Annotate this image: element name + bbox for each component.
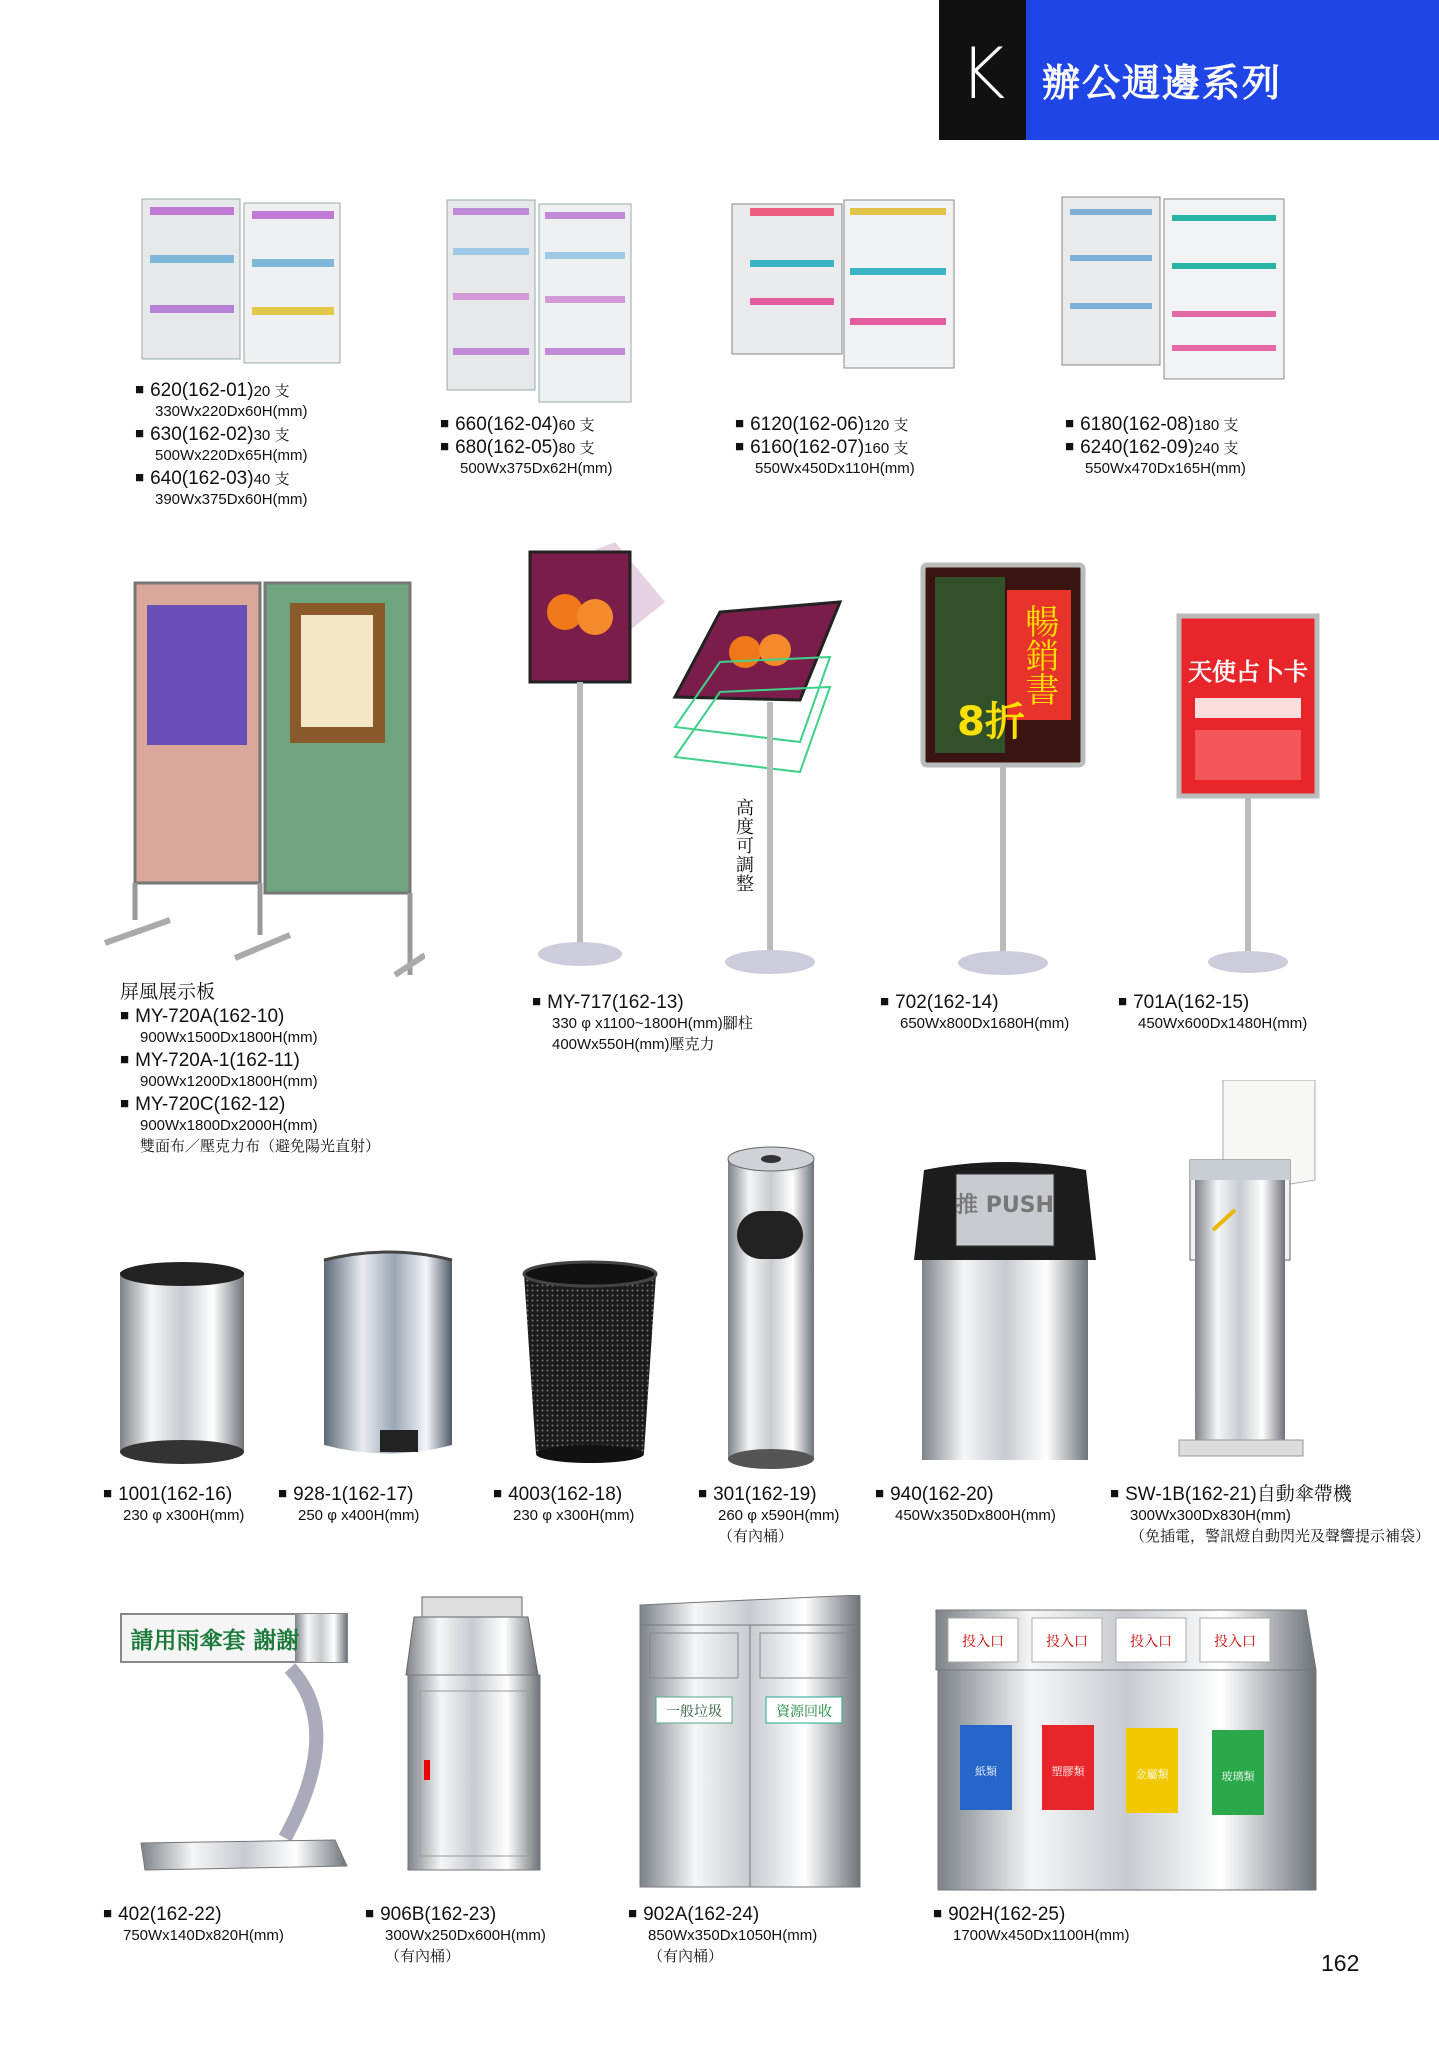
bullet-square-icon: ■ xyxy=(1110,1485,1120,1502)
product-spec: 390Wx375Dx60H(mm) xyxy=(155,491,308,508)
product-quantity: 120 支 xyxy=(864,417,909,434)
key-cabinet-caption-2 xyxy=(440,415,613,482)
general-waste-label: 一般垃圾 xyxy=(666,1704,722,1720)
product-spec: 1700Wx450Dx1100H(mm) xyxy=(953,1927,1130,1944)
sign-stand-702-photo xyxy=(915,555,1090,980)
product-code: 928-1(162-17) xyxy=(293,1484,414,1505)
product-note: （有內桶） xyxy=(648,1948,724,1965)
product-code: 640(162-03) xyxy=(150,468,254,489)
product-code: 301(162-19) xyxy=(713,1484,817,1505)
umbrella-sign-stand-photo xyxy=(115,1608,355,1873)
section-letter: K xyxy=(939,0,1026,140)
product-code-line xyxy=(120,1051,380,1070)
product-quantity: 80 支 xyxy=(558,440,595,457)
bullet-square-icon: ■ xyxy=(1065,438,1075,455)
push-label: 推 PUSH xyxy=(956,1193,1054,1218)
bullet-square-icon: ■ xyxy=(135,469,145,486)
bin-4003-photo xyxy=(520,1258,660,1468)
key-cabinet-photo-3 xyxy=(730,198,960,373)
product-code-line xyxy=(875,1485,1056,1504)
bin-1001-photo xyxy=(112,1260,252,1465)
product-code: MY-720A(162-10) xyxy=(135,1006,285,1027)
product-quantity: 40 支 xyxy=(253,471,290,488)
bullet-square-icon: ■ xyxy=(735,438,745,455)
bin-906b-photo xyxy=(400,1595,545,1875)
inlet-label-4: 投入口 xyxy=(1214,1634,1256,1650)
product-code: SW-1B(162-21)自動傘帶機 xyxy=(1125,1484,1352,1505)
cat-paper-label: 紙類 xyxy=(975,1765,997,1778)
product-code-line xyxy=(1110,1485,1430,1504)
bullet-square-icon: ■ xyxy=(103,1485,113,1502)
product-note: 雙面布／壓克力布（避免陽光直射） xyxy=(140,1138,381,1155)
product-spec: 250 φ x400H(mm) xyxy=(298,1507,420,1524)
product-code-line xyxy=(735,438,915,457)
product-spec: 550Wx470Dx165H(mm) xyxy=(1085,460,1246,477)
stand-caption-2 xyxy=(365,1905,546,1968)
bullet-square-icon: ■ xyxy=(120,1007,130,1024)
display-caption-1 xyxy=(120,983,380,1158)
product-code: 6180(162-08) xyxy=(1080,414,1195,435)
product-code-line xyxy=(365,1905,546,1924)
section-title: 辦公週邊系列 xyxy=(1026,0,1439,140)
product-spec: 900Wx1800Dx2000H(mm) xyxy=(140,1117,318,1134)
product-quantity: 30 支 xyxy=(253,427,290,444)
bin-caption-6 xyxy=(1110,1485,1430,1548)
bullet-square-icon: ■ xyxy=(135,381,145,398)
product-spec: 330 φ x1100~1800H(mm)腳柱 xyxy=(552,1015,753,1032)
bullet-square-icon: ■ xyxy=(135,425,145,442)
product-code-line xyxy=(135,381,308,400)
cat-glass-label: 玻璃類 xyxy=(1221,1770,1255,1783)
product-spec: 650Wx800Dx1680H(mm) xyxy=(900,1015,1070,1032)
sign-702-title: 暢銷書 xyxy=(1019,604,1059,706)
bullet-square-icon: ■ xyxy=(1065,415,1075,432)
product-code-line xyxy=(532,993,753,1012)
sign-701a-title: 天使占卜卡 xyxy=(1188,658,1308,686)
product-code: 4003(162-18) xyxy=(508,1484,623,1505)
product-spec: 450Wx600Dx1480H(mm) xyxy=(1138,1015,1308,1032)
product-code-line xyxy=(103,1905,284,1924)
product-code: 6120(162-06) xyxy=(750,414,865,435)
key-cabinet-photo-4 xyxy=(1060,195,1305,380)
product-code-line xyxy=(135,425,308,444)
product-spec: 750Wx140Dx820H(mm) xyxy=(123,1927,284,1944)
inlet-label-3: 投入口 xyxy=(1130,1634,1172,1650)
sign-stand-701a-photo xyxy=(1175,610,1325,980)
bullet-square-icon: ■ xyxy=(103,1905,113,1922)
display-caption-3 xyxy=(880,993,1069,1037)
screen-display-board-photo xyxy=(95,575,425,995)
bullet-square-icon: ■ xyxy=(698,1485,708,1502)
bin-caption-5 xyxy=(875,1485,1056,1529)
product-quantity: 160 支 xyxy=(864,440,909,457)
product-code: MY-720C(162-12) xyxy=(135,1094,286,1115)
bin-caption-3 xyxy=(493,1485,634,1529)
bullet-square-icon: ■ xyxy=(933,1905,943,1922)
recycling-station-902h-photo xyxy=(930,1600,1320,1900)
product-code: 702(162-14) xyxy=(895,992,999,1013)
product-code: 902A(162-24) xyxy=(643,1904,760,1925)
product-code-line xyxy=(880,993,1069,1012)
stand-caption-3 xyxy=(628,1905,817,1968)
product-code-line xyxy=(628,1905,817,1924)
product-code: 630(162-02) xyxy=(150,424,254,445)
product-spec: 450Wx350Dx800H(mm) xyxy=(895,1507,1056,1524)
product-spec: 900Wx1200Dx1800H(mm) xyxy=(140,1073,318,1090)
product-spec: 400Wx550H(mm)壓克力 xyxy=(552,1036,715,1053)
bullet-square-icon: ■ xyxy=(532,993,542,1010)
product-quantity: 240 支 xyxy=(1194,440,1239,457)
product-code-line xyxy=(698,1485,839,1504)
inlet-label-2: 投入口 xyxy=(1046,1634,1088,1650)
bin-caption-4 xyxy=(698,1485,839,1548)
bullet-square-icon: ■ xyxy=(1118,993,1128,1010)
bin-caption-1 xyxy=(103,1485,244,1529)
stand-caption-4 xyxy=(933,1905,1129,1949)
product-code-line xyxy=(735,415,915,434)
umbrella-bag-machine-photo xyxy=(1175,1080,1325,1470)
product-code: 940(162-20) xyxy=(890,1484,994,1505)
product-code: 402(162-22) xyxy=(118,1904,222,1925)
bullet-square-icon: ■ xyxy=(440,415,450,432)
product-code-line xyxy=(135,469,308,488)
product-code-line xyxy=(103,1485,244,1504)
product-spec: 260 φ x590H(mm) xyxy=(718,1507,840,1524)
product-code: MY-720A-1(162-11) xyxy=(135,1050,300,1071)
product-code: 902H(162-25) xyxy=(948,1904,1066,1925)
product-spec: 500Wx375Dx62H(mm) xyxy=(460,460,613,477)
key-cabinet-caption-4 xyxy=(1065,415,1246,482)
product-spec: 850Wx350Dx1050H(mm) xyxy=(648,1927,818,1944)
bullet-square-icon: ■ xyxy=(440,438,450,455)
product-spec: 300Wx300Dx830H(mm) xyxy=(1130,1507,1291,1524)
product-quantity: 20 支 xyxy=(253,383,290,400)
product-group-title: 屏風展示板 xyxy=(120,982,216,1003)
bin-928-1-photo xyxy=(318,1240,458,1470)
bin-902a-photo xyxy=(632,1595,862,1895)
product-spec: 550Wx450Dx110H(mm) xyxy=(755,460,915,477)
display-caption-2 xyxy=(532,993,753,1058)
product-note: （有內桶） xyxy=(385,1948,461,1965)
bullet-square-icon: ■ xyxy=(628,1905,638,1922)
display-caption-4 xyxy=(1118,993,1307,1037)
key-cabinet-caption-3 xyxy=(735,415,915,482)
product-spec: 500Wx220Dx65H(mm) xyxy=(155,447,308,464)
bin-301-photo xyxy=(722,1145,822,1470)
product-code: 660(162-04) xyxy=(455,414,559,435)
bullet-square-icon: ■ xyxy=(875,1485,885,1502)
product-code-line xyxy=(440,415,613,434)
product-code-line xyxy=(120,1095,380,1114)
stand-caption-1 xyxy=(103,1905,284,1949)
product-code-line xyxy=(493,1485,634,1504)
product-code: 6160(162-07) xyxy=(750,437,865,458)
product-code-line xyxy=(1065,438,1246,457)
product-code: 701A(162-15) xyxy=(1133,992,1250,1013)
key-cabinet-photo-1 xyxy=(140,195,345,370)
bin-940-photo xyxy=(908,1150,1103,1470)
bullet-square-icon: ■ xyxy=(120,1051,130,1068)
bullet-square-icon: ■ xyxy=(493,1485,503,1502)
page-number: 162 xyxy=(1321,1950,1360,1976)
sign-702-discount: 8折 xyxy=(957,699,1025,745)
bullet-square-icon: ■ xyxy=(120,1095,130,1112)
product-spec: 230 φ x300H(mm) xyxy=(123,1507,245,1524)
product-code-line xyxy=(120,1007,380,1026)
key-cabinet-caption-1 xyxy=(135,381,308,513)
product-spec: 230 φ x300H(mm) xyxy=(513,1507,635,1524)
cat-plastic-label: 塑膠類 xyxy=(1051,1765,1085,1778)
inlet-label-1: 投入口 xyxy=(962,1634,1004,1650)
bullet-square-icon: ■ xyxy=(278,1485,288,1502)
product-quantity: 60 支 xyxy=(558,417,595,434)
recycle-label: 資源回收 xyxy=(776,1704,832,1720)
bullet-square-icon: ■ xyxy=(880,993,890,1010)
adjustable-sign-stand-photo xyxy=(475,542,855,982)
bin-caption-2 xyxy=(278,1485,419,1529)
product-spec: 900Wx1500Dx1800H(mm) xyxy=(140,1029,318,1046)
product-code-line xyxy=(1118,993,1307,1012)
product-code-line xyxy=(440,438,613,457)
product-code-line xyxy=(278,1485,419,1504)
product-code-line xyxy=(1065,415,1246,434)
key-cabinet-photo-2 xyxy=(445,198,635,408)
product-spec: 300Wx250Dx600H(mm) xyxy=(385,1927,546,1944)
umbrella-sign-text: 請用雨傘套 謝謝 xyxy=(130,1628,300,1654)
bullet-square-icon: ■ xyxy=(735,415,745,432)
bullet-square-icon: ■ xyxy=(365,1905,375,1922)
product-note: （免插電，警訊燈自動閃光及聲響提示補袋） xyxy=(1130,1528,1431,1545)
cat-metal-label: 金屬類 xyxy=(1135,1768,1169,1781)
product-code: 620(162-01) xyxy=(150,380,254,401)
product-note: （有內桶） xyxy=(718,1528,794,1545)
product-spec: 330Wx220Dx60H(mm) xyxy=(155,403,308,420)
height-adjust-label: 高度可調整 xyxy=(736,798,754,895)
product-code-line xyxy=(933,1905,1129,1924)
product-code: 6240(162-09) xyxy=(1080,437,1195,458)
product-quantity: 180 支 xyxy=(1194,417,1239,434)
product-code: MY-717(162-13) xyxy=(547,992,684,1013)
product-code: 906B(162-23) xyxy=(380,1904,497,1925)
product-code: 680(162-05) xyxy=(455,437,559,458)
product-code: 1001(162-16) xyxy=(118,1484,233,1505)
